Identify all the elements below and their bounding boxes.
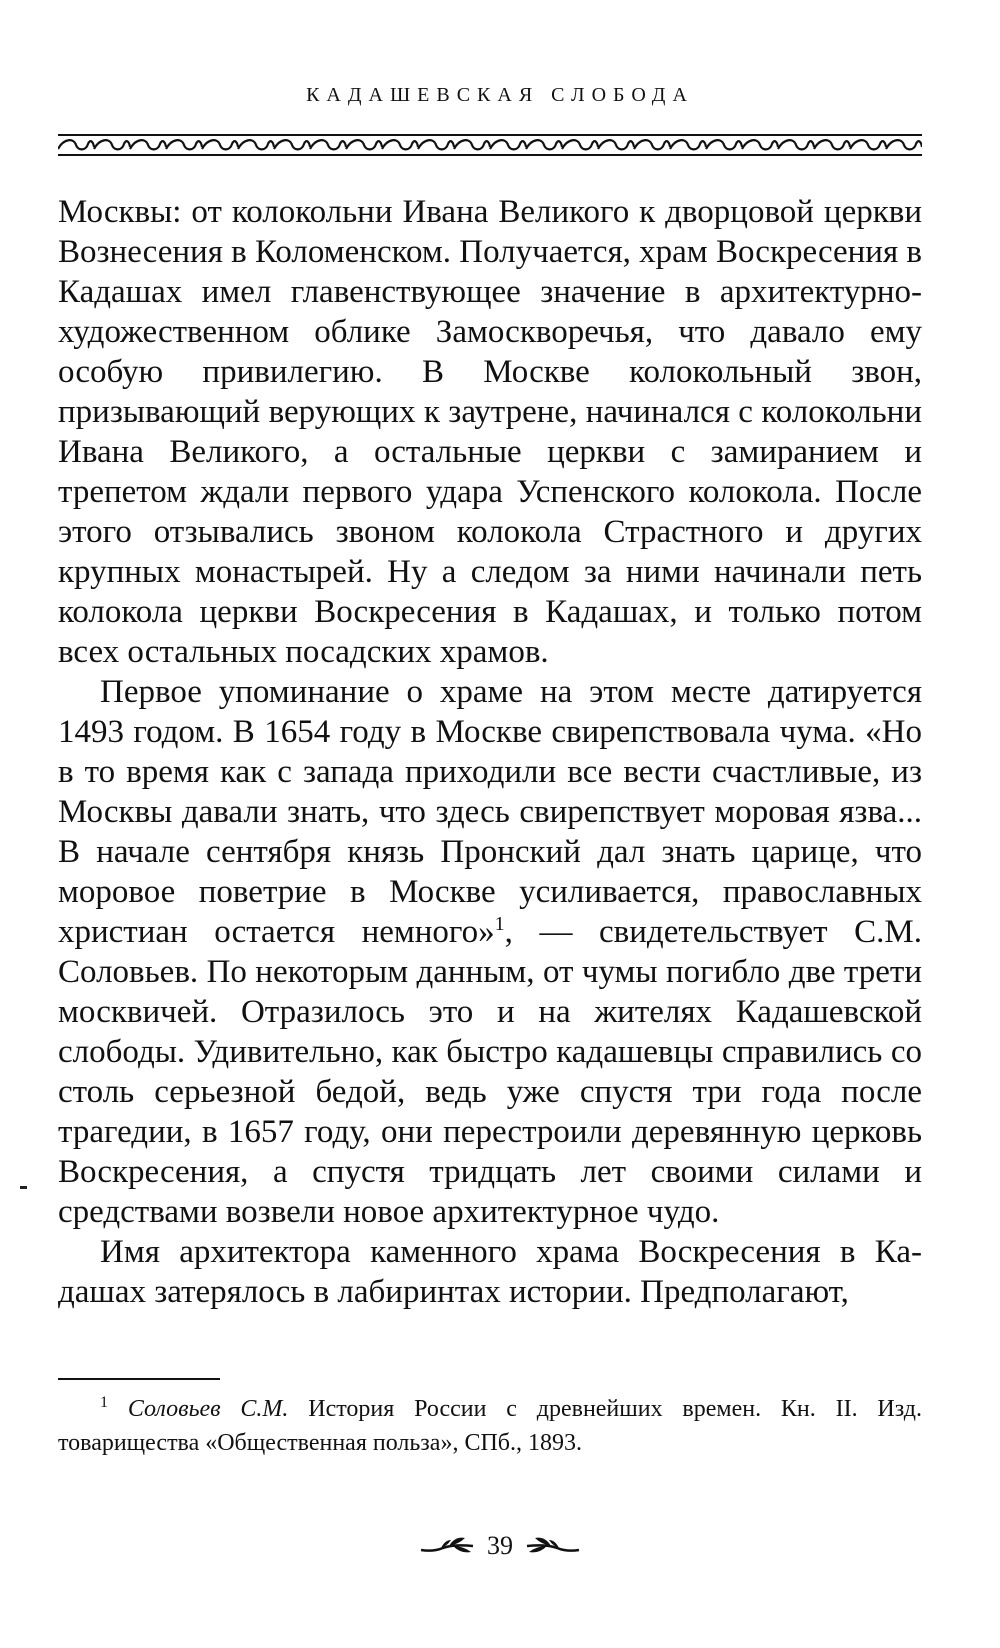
footnote-reference[interactable]: 1 bbox=[494, 913, 505, 935]
wave-segment bbox=[742, 140, 778, 149]
wave-segment bbox=[526, 140, 562, 149]
page-number: 39 bbox=[487, 1531, 513, 1560]
paragraph-2-text-b: , — свидетельствует С.М. Соловьев. По некоторым данным, от чумы погибло две трети москвичей. Отразилось это и на жителях Кадашевской слободы. Удивительно, как быстро кадашевцы справились со столь серьезной бедой, ведь уже спустя три года после трагедии, в 1657 году, они перестроили деревянную церковь Воскресения, а спустя тридцать лет своими силами и средствами возвели новое архитектурное чудо. bbox=[58, 914, 923, 1230]
leaf-ornament-right-icon bbox=[525, 1534, 581, 1558]
wave-segment bbox=[238, 140, 274, 149]
wave-segment bbox=[562, 140, 598, 149]
paragraph-3: Имя архитектора каменного храма Воскресения в Кадашах затерялось в лабиринтах истории. Предполагают, bbox=[58, 1234, 922, 1310]
margin-mark bbox=[20, 1186, 27, 1189]
leaf-ornament-left-icon bbox=[419, 1534, 475, 1558]
wave-segment bbox=[706, 140, 742, 149]
wave-segment bbox=[670, 140, 706, 149]
wave-segment bbox=[886, 140, 922, 149]
wave-segment bbox=[778, 140, 814, 149]
wave-segment bbox=[418, 140, 454, 149]
wave-segment bbox=[166, 140, 202, 149]
wave-segment bbox=[634, 140, 670, 149]
wave-segment bbox=[490, 140, 526, 149]
paragraph-2-text-a: Первое упоминание о храме на этом месте датируется 1493 годом. В 1654 году в Москве свирепствовала чума. «Но в то время как с запада приходили все вести счастливые, из Москвы давали знать, что здесь свирепствует моровая язва... В начале сентября князь Пронский дал знать царице, что моровое поветрие в Москве усиливается, православных христиан остается немного» bbox=[58, 674, 922, 950]
ornamental-wave-rule-icon bbox=[58, 132, 922, 158]
wave-segment bbox=[58, 140, 94, 149]
footnote-divider bbox=[58, 1378, 220, 1380]
wave-segment bbox=[850, 140, 886, 149]
wave-segment bbox=[130, 140, 166, 149]
wave-segment bbox=[94, 140, 130, 149]
running-head: КАДАШЕВСКАЯ СЛОБОДА bbox=[306, 84, 694, 106]
paragraph-2 bbox=[58, 672, 922, 1232]
wave-segment bbox=[310, 140, 346, 149]
wave-segment bbox=[382, 140, 418, 149]
wave-segment bbox=[598, 140, 634, 149]
wave-segment bbox=[202, 140, 238, 149]
footnote-text: История России с древнейших времен. Кн. II. Изд. товарищества «Общественная польза», СПб., 1893. bbox=[58, 1396, 923, 1456]
footnote-author: Соловьев С.М. bbox=[127, 1396, 289, 1422]
wave-segment bbox=[274, 140, 310, 149]
body-text bbox=[58, 192, 922, 1312]
footnote-number: 1 bbox=[100, 1394, 108, 1411]
wave-segment bbox=[454, 140, 490, 149]
wave-segment bbox=[814, 140, 850, 149]
folio bbox=[0, 1526, 1000, 1566]
wave-segment bbox=[346, 140, 382, 149]
footnote bbox=[58, 1392, 922, 1460]
paragraph-1: Москвы: от колокольни Ивана Великого к дворцовой церкви Вознесения в Коломенском. Получается, храм Воскресения в Кадашах имел главенствующее значение в архитектурно-художественном облике Замоскворечья, что давало ему особую привилегию. В Москве колокольный звон, призывающий верующих к заутрене, начинался с колокольни Ивана Великого, а остальные церкви с замиранием и трепетом ждали первого удара Успенского колокола. После этого отзывались звоном колокола Страстного и других крупных монастырей. Ну а следом за ними начинали петь колокола церкви Воскресения в Кадашах, и только потом всех остальных посадских храмов. bbox=[58, 194, 922, 670]
